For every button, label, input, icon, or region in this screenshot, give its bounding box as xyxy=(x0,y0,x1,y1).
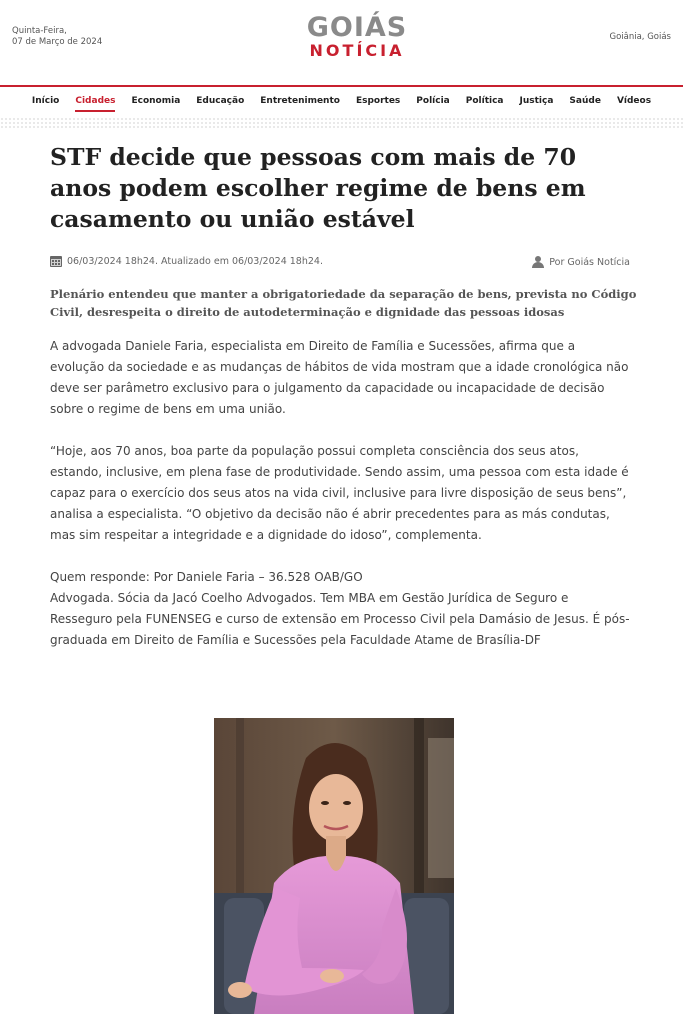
site-header xyxy=(0,0,683,86)
date-weekday: Quinta-Feira, xyxy=(12,26,67,36)
article-paragraph: A advogada Daniele Faria, especialista em Direito de Família e Sucessões, afirma que a evolução da sociedade e as mudanças de hábitos de vida mostram que a idade cronológica não deve ser parâmetro exclusivo para o julgamento da capacidade ou incapacidade de decisão sobre o regime de bens em uma união. xyxy=(50,339,629,416)
article-photo xyxy=(214,718,454,1014)
article-date-text: 06/03/2024 18h24. Atualizado em 06/03/2024 18h24. xyxy=(67,256,323,267)
nav-item-esportes[interactable]: Esportes xyxy=(355,96,401,106)
logo-bottom-text: NOTÍCIA xyxy=(309,41,405,60)
article-subtitle: Plenário entendeu que manter a obrigatoriedade da separação de bens, prevista no Código Civil, desrespeita o direito de autodeterminação e dignidade das pessoas idosas xyxy=(50,287,637,319)
current-date xyxy=(12,26,102,48)
nav-item-inicio[interactable]: Início xyxy=(31,96,60,106)
nav-item-cidades[interactable]: Cidades xyxy=(67,88,123,116)
site-logo[interactable] xyxy=(292,14,422,60)
author-credit: Quem responde: Por Daniele Faria – 36.528 OAB/GO xyxy=(50,570,363,584)
logo-top-text: GOIÁS xyxy=(306,12,408,43)
nav-item-entretenimento[interactable]: Entretenimento xyxy=(260,96,340,106)
article-author-text: Por Goiás Notícia xyxy=(549,256,630,268)
date-full: 07 de Março de 2024 xyxy=(12,37,103,47)
nav-item-justica[interactable]: Justiça xyxy=(519,96,554,106)
article-body xyxy=(50,336,630,651)
nav-item-saude[interactable]: Saúde xyxy=(569,96,601,106)
nav-item-policia[interactable]: Polícia xyxy=(416,96,450,106)
nav-item-economia[interactable]: Economia xyxy=(131,96,181,106)
location-label: Goiânia, Goiás xyxy=(609,32,671,42)
dotted-separator xyxy=(0,117,683,129)
portrait-illustration xyxy=(214,718,454,1014)
header-divider xyxy=(0,85,683,87)
main-nav xyxy=(0,88,683,116)
nav-item-videos[interactable]: Vídeos xyxy=(616,96,652,106)
nav-item-politica[interactable]: Política xyxy=(465,96,504,106)
author-bio: Advogada. Sócia da Jacó Coelho Advogados. Tem MBA em Gestão Jurídica de Seguro e Resseguro pela FUNENSEG e curso de extensão em Processo Civil pela Damásio de Jesus. É pós-graduada em Direito de Família e Sucessões pela Faculdade Atame de Brasília-DF xyxy=(50,591,630,647)
calendar-icon xyxy=(50,256,62,267)
article-date xyxy=(50,256,323,267)
article-meta xyxy=(50,256,630,270)
article-paragraph: “Hoje, aos 70 anos, boa parte da população possui completa consciência dos seus atos, estando, inclusive, em plena fase de produtividade. Sendo assim, uma pessoa com esta idade é capaz para o exercício dos seus atos na vida civil, inclusive para livre disposição de seus bens”, analisa a especialista. “O objetivo da decisão não é abrir precedentes para as más condutas, mas sim respeitar a integridade e a dignidade do idoso”, complementa. xyxy=(50,444,629,542)
user-icon xyxy=(532,256,544,268)
article-author[interactable] xyxy=(532,256,630,268)
article-title: STF decide que pessoas com mais de 70 anos podem escolher regime de bens em casamento ou união estável xyxy=(50,143,586,233)
nav-item-educacao[interactable]: Educação xyxy=(196,96,245,106)
